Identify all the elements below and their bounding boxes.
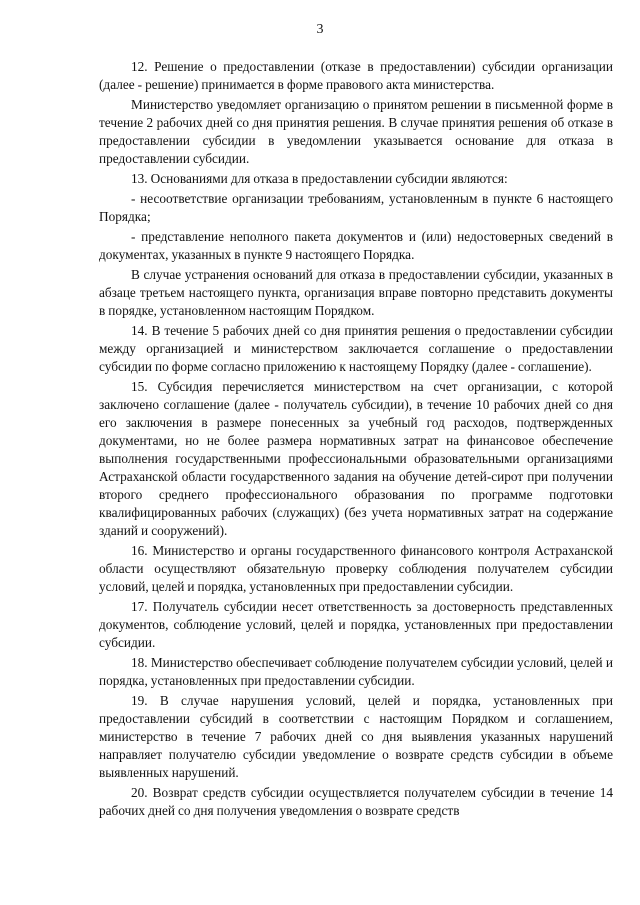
paragraph-18: 18. Министерство обеспечивает соблюдение получателем субсидии условий, целей и порядка, установленных при предоставлении субсидии.	[99, 655, 613, 688]
paragraph-12: 12. Решение о предоставлении (отказе в предоставлении) субсидии организации (далее - решение) принимается в форме правового акта министерства.	[99, 59, 613, 92]
paragraph-13-item-2: - представление неполного пакета документов и (или) недостоверных сведений в документах, указанных в пункте 9 настоящего Порядка.	[99, 229, 613, 262]
paragraph-notification: Министерство уведомляет организацию о принятом решении в письменной форме в течение 2 рабочих дней со дня принятия решения. В случае принятия решения об отказе в предоставлении субсидии в уведомлении указывается основание для отказа в предоставлении субсидии.	[99, 97, 613, 166]
document-body	[99, 58, 613, 822]
paragraph-13: 13. Основаниями для отказа в предоставлении субсидии являются:	[131, 171, 508, 186]
paragraph-20: 20. Возврат средств субсидии осуществляется получателем субсидии в течение 14 рабочих дней со дня получения уведомления о возврате средств	[99, 785, 613, 818]
paragraph-13-resubmit: В случае устранения оснований для отказа в предоставлении субсидии, указанных в абзаце третьем настоящего пункта, организация вправе повторно представить документы в порядке, установленном настоящим Порядком.	[99, 267, 613, 318]
page-number: 3	[316, 22, 324, 37]
paragraph-19: 19. В случае нарушения условий, целей и порядка, установленных при предоставлении субсидий в соответствии с настоящим Порядком и соглашением, министерство в течение 7 рабочих дней со дня выявления указанных нарушений направляет получателю субсидии уведомление о возврате средств субсидии в объеме выявленных нарушений.	[99, 693, 613, 780]
paragraph-17: 17. Получатель субсидии несет ответственность за достоверность представленных документов, соблюдение условий, целей и порядка, установленных при предоставлении субсидии.	[99, 599, 613, 650]
paragraph-15: 15. Субсидия перечисляется министерством на счет организации, с которой заключено соглашение (далее - получатель субсидии), в течение 10 рабочих дней со дня его заключения в размере понесенных за учебный год расходов, подтвержденных документами, но не более размера нормативных затрат на финансовое обеспечение выполнения государственными профессиональными образовательными организациями Астраханской области государственного задания на обучение детей-сирот при получении второго среднего профессионального образования по программе подготовки квалифицированных рабочих (служащих) (без учета нормативных затрат на содержание зданий и сооружений).	[99, 379, 613, 538]
paragraph-13-item-1: - несоответствие организации требованиям, установленным в пункте 6 настоящего Порядка;	[99, 191, 613, 224]
paragraph-16: 16. Министерство и органы государственного финансового контроля Астраханской области осуществляют обязательную проверку соблюдения получателем субсидии условий, целей и порядка, установленных при предоставлении субсидии.	[99, 543, 613, 594]
paragraph-14: 14. В течение 5 рабочих дней со дня принятия решения о предоставлении субсидии между организацией и министерством заключается соглашение о предоставлении субсидии по форме согласно приложению к настоящему Порядку (далее - соглашение).	[99, 323, 613, 374]
